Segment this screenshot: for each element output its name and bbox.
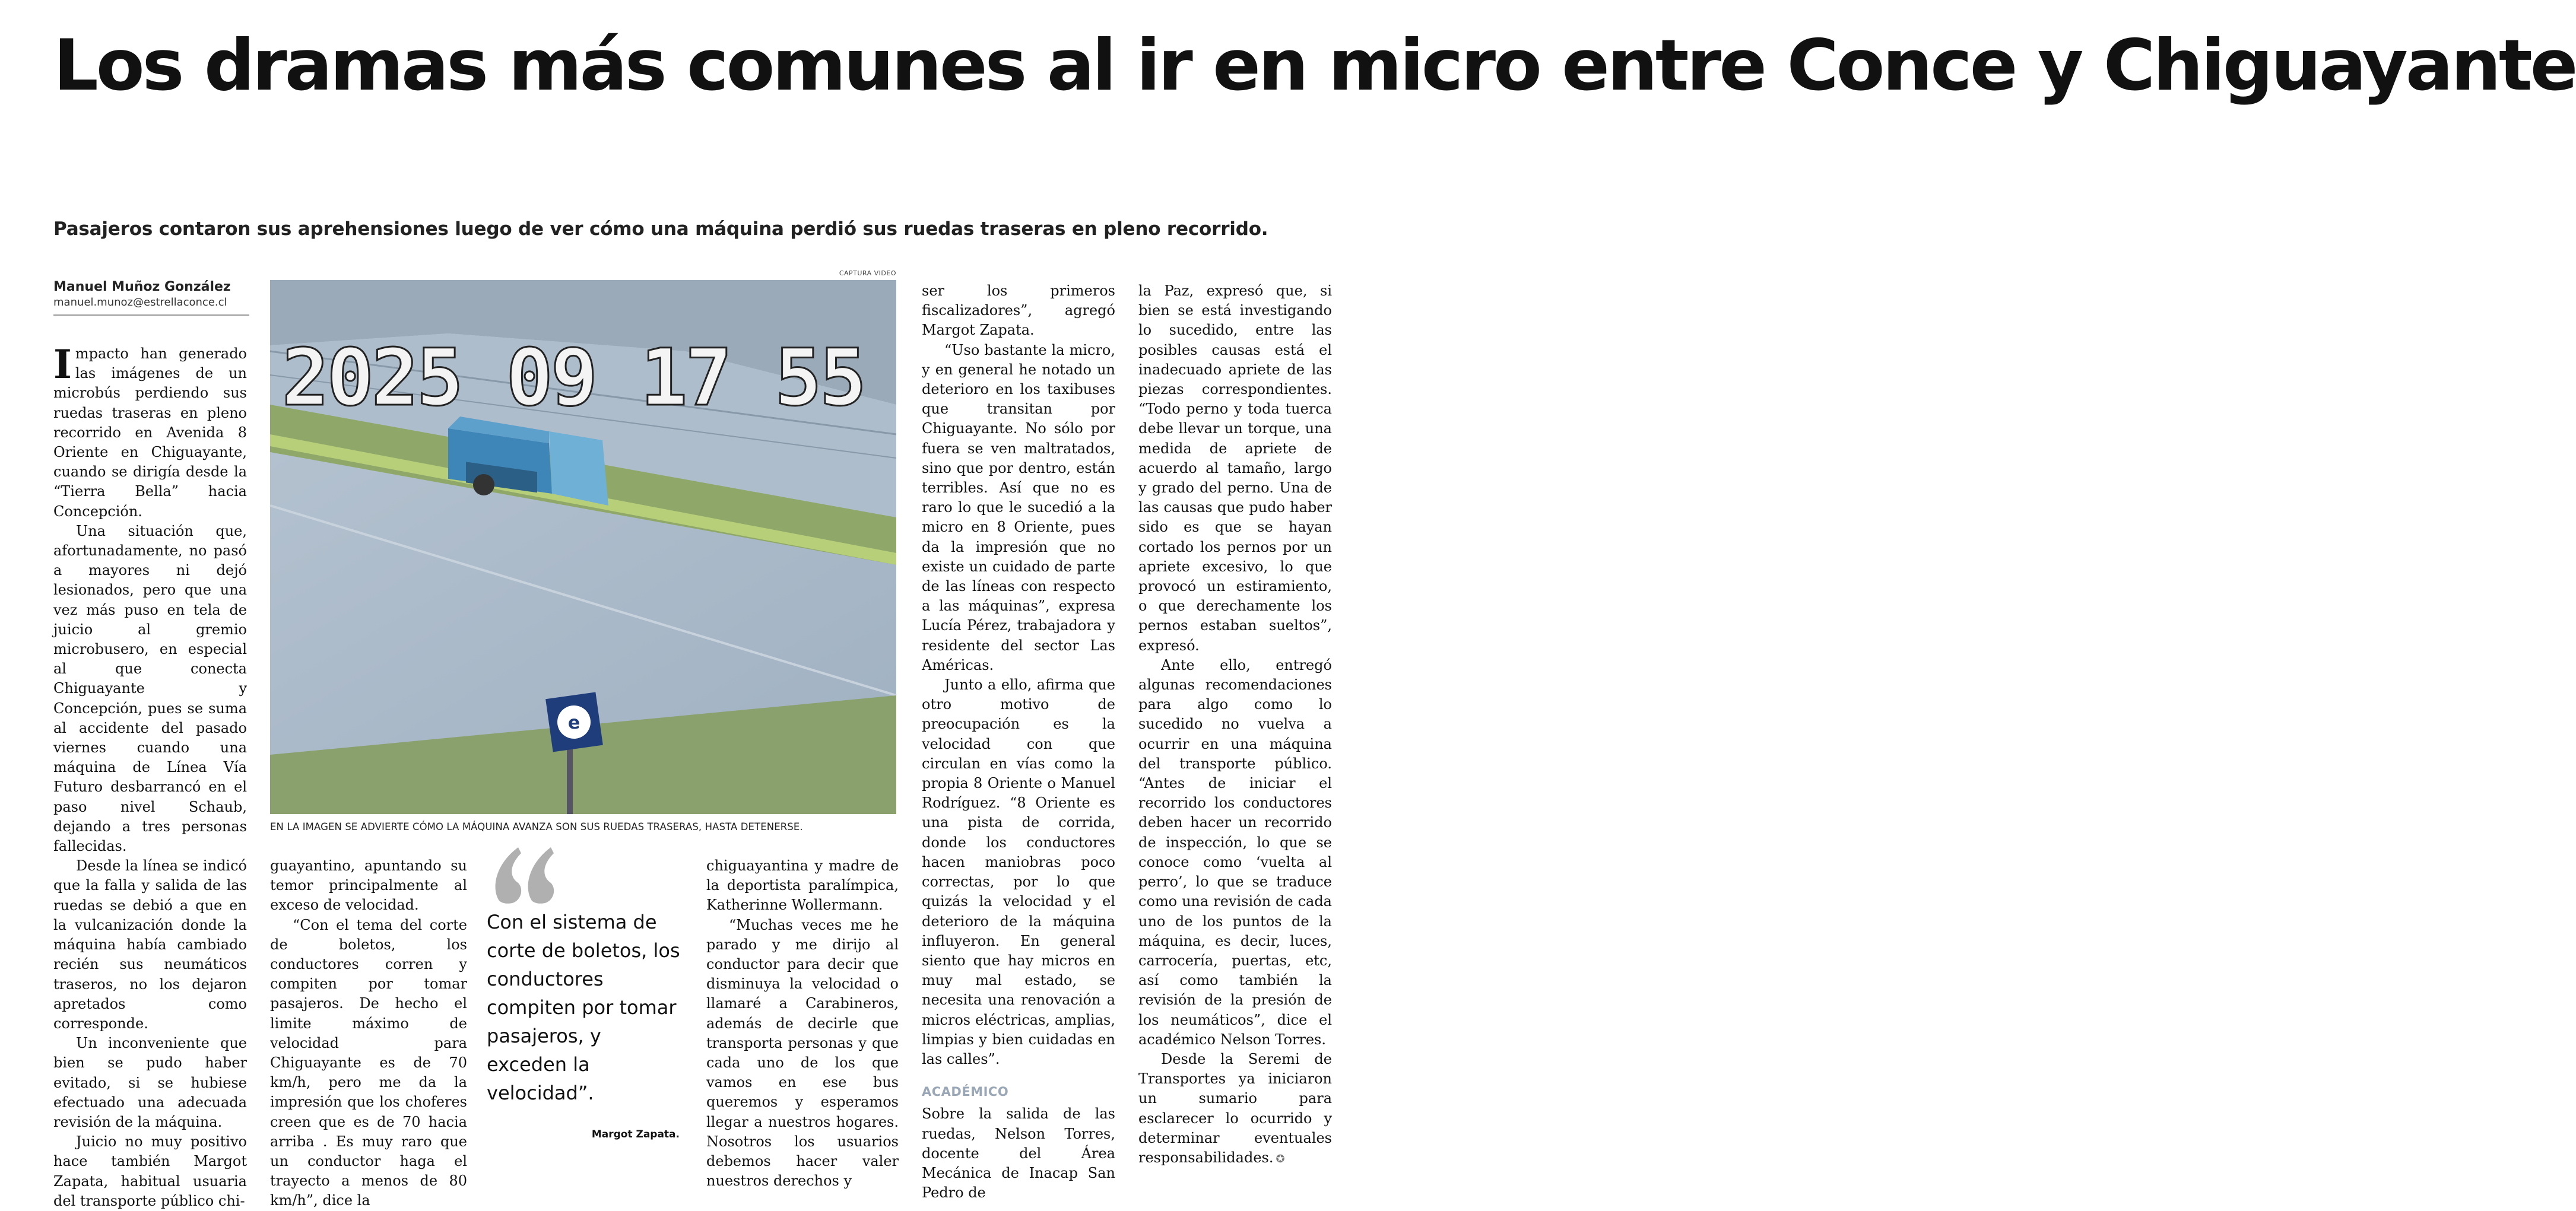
quote-mark-icon: [488, 841, 560, 907]
col4-paragraph-3: Junto a ello, afirma que otro motivo de preocupación es la velocidad con que circulan en vías como la propia 8 Oriente o Manuel Rodríguez. “8 Oriente es una pista de corrida, donde los conductores hacen maniobras poco correctas, por lo que quizás la velocidad y el deterioro de la máquina influyeron. En general siento que hay micros en muy mal estado, se necesita una renovación a micros eléctricas, amplias, limpias y bien cuidadas en las calles”.: [922, 676, 1115, 1067]
pullquote-author: Margot Zapata.: [591, 1129, 680, 1140]
column-3: [706, 856, 899, 1191]
col3-paragraph-1: chiguayantina y madre de la deportista paralímpica, Katherinne Wollermann.: [706, 857, 899, 914]
photo-timestamp: 2025 09 17 55: [282, 332, 865, 424]
column-4: [922, 281, 1115, 1203]
col3-paragraph-2: “Muchas veces me he parado y me dirijo al conductor para decir que disminuya la velocidad o llamaré a Carabineros, además de decirle que transporta personas y que cada uno de los que vamos en ese bus queremos y esperamos llegar a nuestros hogares. Nosotros los usuarios debemos hacer valer nuestros derechos y: [706, 916, 899, 1190]
col5-p3-text: Desde la Seremi de Transportes ya iniciaron un sumario para esclarecer lo ocurrido y determinar eventuales responsabilidades.: [1138, 1050, 1332, 1166]
col5-paragraph-2: Ante ello, entregó algunas recomendaciones para algo como lo sucedido no vuelva a ocurrir en una máquina del transporte público. “Antes de iniciar el recorrido los conductores deben hacer un recorrido de inspección, lo que se conoce como ‘vuelta al perro’, lo que se traduce como una revisión de cada uno de los puntos de la máquina, es decir, luces, carrocería, puertas, etc, así como también la revisión de la presión de los neumáticos”, dice el académico Nelson Torres.: [1138, 656, 1332, 1048]
byline-name: Manuel Muñoz González: [53, 279, 231, 294]
col2-paragraph-1: guayantino, apuntando su temor principalmente al exceso de velocidad.: [270, 857, 467, 914]
end-mark-icon: ✪: [1276, 1152, 1285, 1165]
column-1: [53, 341, 247, 1211]
subheadline: Pasajeros contaron sus aprehensiones luego de ver cómo una máquina perdió sus ruedas traseras en pleno recorrido.: [53, 218, 1268, 240]
column-5: [1138, 281, 1332, 1169]
svg-text:e: e: [567, 713, 580, 733]
col5-paragraph-3: [1138, 1050, 1332, 1169]
byline-email[interactable]: manuel.munoz@estrellaconce.cl: [53, 296, 227, 309]
pullquote-text: Con el sistema de corte de boletos, los conductores compiten por tomar pasajeros, y exceden la velocidad”.: [487, 911, 680, 1104]
col4-paragraph-2: “Uso bastante la micro, y en general he notado un deterioro en los taxibuses que transitan por Chiguayante. No sólo por fuera se ven maltratados, sino que por dentro, están terribles. Así que no es raro lo que le sucedió a la micro en 8 Oriente, pues da la impresión que no existe un cuidado de parte de las líneas con respecto a las máquinas”, expresa Lucía Pérez, trabajadora y residente del sector Las Américas.: [922, 341, 1115, 673]
drop-cap: I: [53, 341, 72, 387]
photo-caption: EN LA IMAGEN SE ADVIERTE CÓMO LA MÁQUINA AVANZA SON SUS RUEDAS TRASERAS, HASTA DETENERSE.: [270, 821, 803, 832]
col1-paragraph-4: Un inconveniente que bien se pudo haber evitado, si se hubiese efectuado una adecuada revisión de la máquina.: [53, 1035, 247, 1130]
headline: Los dramas más comunes al ir en micro entre Conce y Chiguayante: [53, 25, 2576, 107]
col1-paragraph-2: Una situación que, afortunadamente, no pasó a mayores ni dejó lesionados, pero que una vez más puso en tela de juicio al gremio microbusero, en especial al que conecta Chiguayante y Concepción, pues se suma al accidente del pasado viernes cuando una máquina de Línea Vía Futuro desbarrancó en el paso nivel Schaub, dejando a tres personas fallecidas.: [53, 522, 247, 855]
col1-paragraph-3: Desde la línea se indicó que la falla y salida de las ruedas se debió a que en la vulcanización donde la máquina había cambiado recién sus neumáticos traseros, no los dejaron apretados como corresponde.: [53, 857, 247, 1032]
col4-paragraph-4: Sobre la salida de las ruedas, Nelson Torres, docente del Área Mecánica de Inacap San Pedro de: [922, 1105, 1115, 1202]
photo-scene: [270, 280, 896, 814]
byline: [53, 279, 249, 316]
section-label-academico: ACADÉMICO: [922, 1085, 1009, 1099]
article-photo: [270, 280, 896, 814]
photo-credit: CAPTURA VIDEO: [839, 269, 896, 277]
col2-paragraph-2: “Con el tema del corte de boletos, los conductores corren y compiten por tomar pasajeros. De hecho el limite máximo de velocidad para Chiguayante es de 70 km/h, pero me da la impresión que los choferes creen que es de 70 hacia arriba . Es muy raro que un conductor haga el trayecto a menos de 80 km/h”, dice la: [270, 916, 467, 1209]
col1-p1-text: mpacto han generado las imágenes de un microbús perdiendo sus ruedas traseras en pleno recorrido en Avenida 8 Oriente en Chiguayante, cuando se dirigía desde la “Tierra Bella” hacia Concepción.: [53, 345, 247, 520]
column-2: [270, 856, 467, 1211]
col1-paragraph-1: [53, 341, 247, 522]
col5-paragraph-1: la Paz, expresó que, si bien se está investigando lo sucedido, entre las posibles causas está el inadecuado apriete de las piezas correspondientes. “Todo perno y toda tuerca debe llevar un torque, una medida de apriete de acuerdo al tamaño, largo y grado del perno. Una de las causas que pudo haber sido es que se hayan cortado los pernos por un apriete excesivo, lo que provocó un estiramiento, o que derechamente los pernos estaban sueltos”, expresó.: [1138, 282, 1332, 654]
col1-paragraph-5: Juicio no muy positivo hace también Margot Zapata, habitual usuaria del transporte público chi-: [53, 1133, 247, 1209]
col4-paragraph-1: ser los primeros fiscalizadores”, agregó Margot Zapata.: [922, 282, 1115, 339]
